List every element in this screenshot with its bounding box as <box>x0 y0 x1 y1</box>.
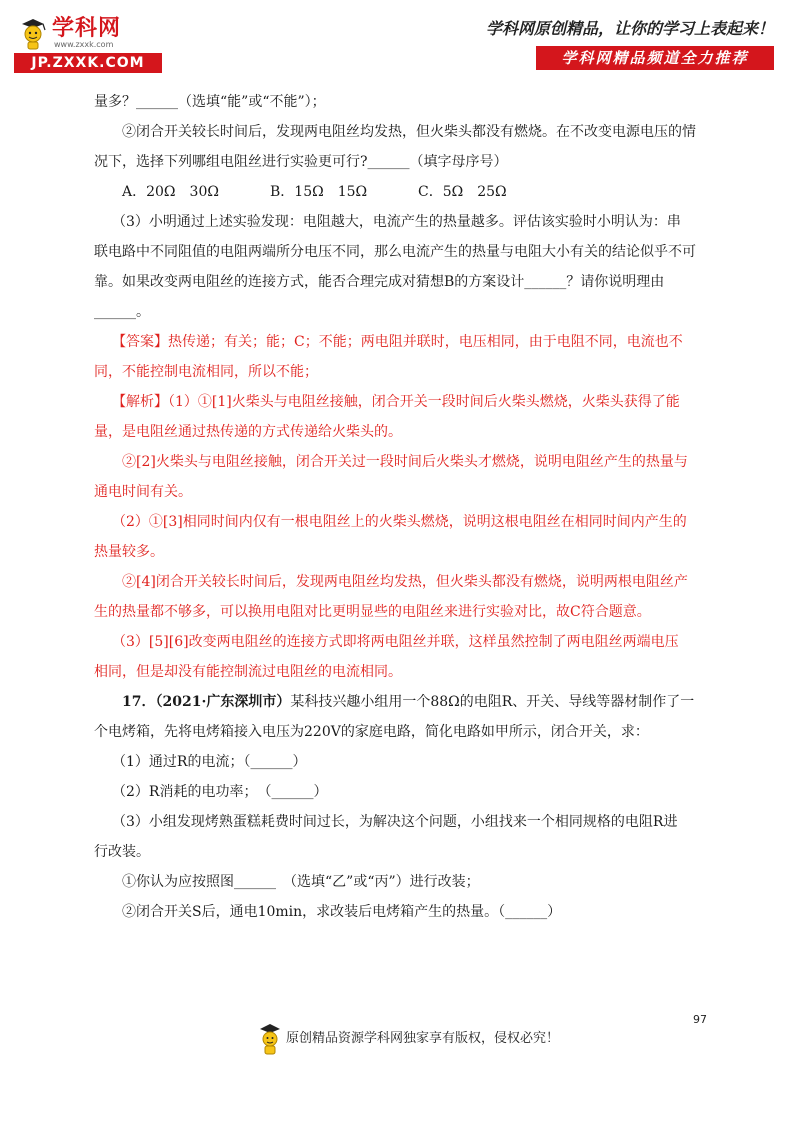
text-line: （2）①[3]相同时间内仅有一根电阻丝上的火柴头燃烧，说明这根电阻丝在相同时间内产生的 <box>112 514 687 530</box>
page-footer <box>258 1022 598 1058</box>
text-line: ②闭合开关较长时间后，发现两电阻丝均发热，但火柴头都没有燃烧。在不改变电源电压的情 <box>122 124 696 140</box>
text-line: （2）R消耗的电功率； （______） <box>112 784 328 800</box>
text-line: ①你认为应按照图______ （选填“乙”或“丙”）进行改装； <box>122 874 480 890</box>
logo-name: 学科网 <box>52 16 122 41</box>
text-line: ②[4]闭合开关较长时间后，发现两电阻丝均发热，但火柴头都没有燃烧，说明两根电阻丝产 <box>122 574 688 590</box>
answer-options <box>94 182 708 202</box>
text-line: 生的热量都不够多，可以换用电阻对比更明显些的电阻丝来进行实验对比，故C符合题意。 <box>94 604 651 620</box>
text-line: （3）小组发现烤熟蛋糕耗费时间过长，为解决这个问题，小组找来一个相同规格的电阻R进 <box>112 814 678 830</box>
text-line: ②[2]火柴头与电阻丝接触，闭合开关过一段时间后火柴头才燃烧，说明电阻丝产生的热量与 <box>122 454 688 470</box>
mascot-icon <box>18 16 48 50</box>
question-17-body <box>94 712 708 922</box>
logo-banner: JP.ZXXK.COM <box>14 53 162 73</box>
text-line: 【解析】（1）①[1]火柴头与电阻丝接触，闭合开关一段时间后火柴头燃烧，火柴头获得了能 <box>112 394 680 410</box>
option-c: C．5Ω 25Ω <box>418 184 507 200</box>
question-16-continuation <box>94 92 708 172</box>
text-line: ②闭合开关S后，通电10min，求改装后电烤箱产生的热量。（______） <box>122 904 562 920</box>
text-line: 通电时间有关。 <box>94 484 192 500</box>
page-number: 97 <box>693 1013 707 1026</box>
text-line: 行改装。 <box>94 844 150 860</box>
header-slogan-banner: 学科网精品频道全力推荐 <box>536 46 774 70</box>
text-line: （1）通过R的电流；（______） <box>112 754 307 770</box>
question-16-part3 <box>94 202 708 322</box>
text-line: 况下，选择下列哪组电阻丝进行实验更可行?______（填字母序号） <box>94 154 508 170</box>
text-line: 相同，但是却没有能控制流过电阻丝的电流相同。 <box>94 664 402 680</box>
option-a: A．20Ω 30Ω <box>122 184 219 200</box>
document-body <box>94 92 708 922</box>
text-line: ______。 <box>94 304 150 320</box>
question-17-heading <box>94 692 708 712</box>
text-line: （3）小明通过上述实验发现：电阻越大，电流产生的热量越多。评估该实验时小明认为：串 <box>112 214 681 230</box>
text-line: 量多？______（选填“能”或“不能”）； <box>94 94 326 110</box>
mascot-icon <box>258 1022 282 1056</box>
answer-analysis <box>94 322 708 682</box>
text-line: （3）[5][6]改变两电阻丝的连接方式即将两电阻丝并联，这样虽然控制了两电阻丝两端电压 <box>112 634 679 650</box>
page-header <box>0 0 800 80</box>
zxxk-logo[interactable] <box>14 16 162 74</box>
header-slogan: 学科网原创精品，让你的学习上表起来！ <box>485 19 774 38</box>
text-line: 热量较多。 <box>94 544 164 560</box>
option-b: B．15Ω 15Ω <box>270 184 368 200</box>
text-line: 个电烤箱，先将电烤箱接入电压为220V的家庭电路，简化电路如甲所示，闭合开关，求： <box>94 724 649 740</box>
text-line: 同，不能控制电流相同，所以不能； <box>94 364 318 380</box>
question-number: 17． <box>122 694 156 710</box>
question-text: 某科技兴趣小组用一个88Ω的电阻R、开关、导线等器材制作了一 <box>290 694 695 710</box>
copyright-notice: 原创精品资源学科网独家享有版权，侵权必究！ <box>286 1031 560 1046</box>
text-line: 量，是电阻丝通过热传递的方式传递给火柴头的。 <box>94 424 402 440</box>
text-line: 联电路中不同阻值的电阻两端所分电压不同，那么电流产生的热量与电阻大小有关的结论似乎不可 <box>94 244 696 260</box>
logo-url: www.zxxk.com <box>54 40 114 49</box>
text-line: 【答案】热传递；有关；能；C；不能；两电阻并联时，电压相同，由于电阻不同，电流也不 <box>112 334 683 350</box>
text-line: 靠。如果改变两电阻丝的连接方式，能否合理完成对猜想B的方案设计______？请你说明理由 <box>94 274 665 290</box>
question-source: （2021·广东深圳市） <box>155 694 291 710</box>
